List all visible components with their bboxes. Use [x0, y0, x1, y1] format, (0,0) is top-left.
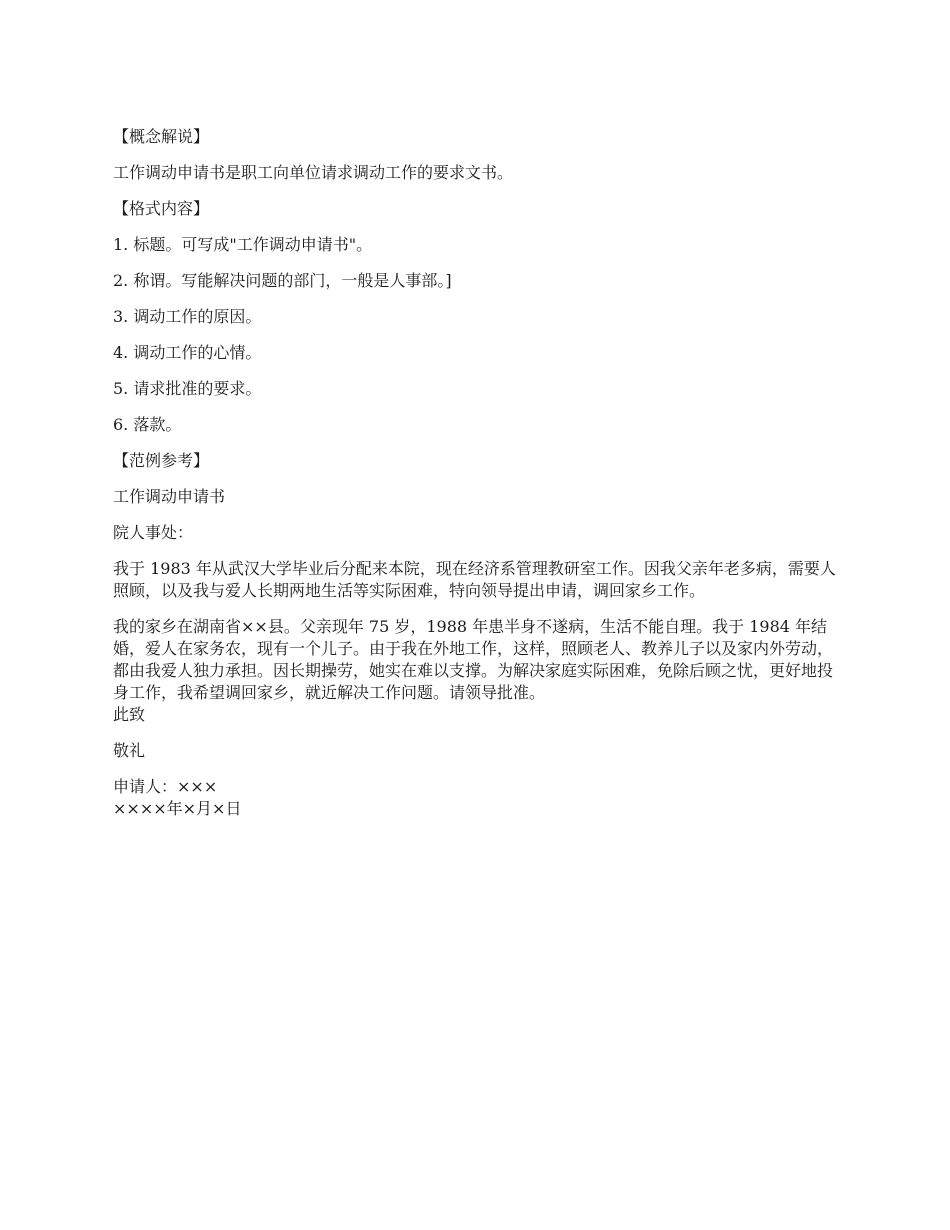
format-item: 6. 落款。 — [113, 415, 182, 434]
closing-line-2: 敬礼 — [113, 741, 146, 760]
format-item: 4. 调动工作的心情。 — [113, 343, 262, 362]
closing-line-1: 此致 — [113, 705, 146, 724]
format-item: 5. 请求批准的要求。 — [113, 379, 262, 398]
document-page — [113, 126, 841, 820]
example-heading: 【范例参考】 — [113, 451, 210, 470]
signature: 申请人：××× — [113, 777, 218, 796]
format-item: 3. 调动工作的原因。 — [113, 307, 262, 326]
example-title: 工作调动申请书 — [113, 487, 226, 506]
date: ××××年×月×日 — [113, 799, 242, 818]
format-heading: 【格式内容】 — [113, 199, 210, 218]
body-paragraph-2: 我的家乡在湖南省××县。父亲现年 75 岁，1988 年患半身不遂病，生活不能自理。我于 1984 年结婚，爱人在家务农，现有一个儿子。由于我在外地工作，这样，照顾老人、教养儿子以及家内外劳动，都由我爱人独力承担。因长期操劳，她实在难以支撑。为解决家庭实际困难，免除后顾之忧，更好地投身工作，我希望调回家乡，就近解决工作问题。请领导批准。 — [113, 617, 834, 702]
concept-text: 工作调动申请书是职工向单位请求调动工作的要求文书。 — [113, 163, 514, 182]
concept-heading: 【概念解说】 — [113, 127, 210, 146]
format-item: 1. 标题。可写成"工作调动申请书"。 — [113, 235, 373, 254]
body-paragraph-1: 我于 1983 年从武汉大学毕业后分配来本院，现在经济系管理教研室工作。因我父亲年老多病，需要人照顾，以及我与爱人长期两地生活等实际困难，特向领导提出申请，调回家乡工作。 — [113, 559, 836, 600]
salutation: 院人事处： — [113, 523, 194, 542]
format-item: 2. 称谓。写能解决问题的部门，一般是人事部。] — [113, 271, 452, 290]
